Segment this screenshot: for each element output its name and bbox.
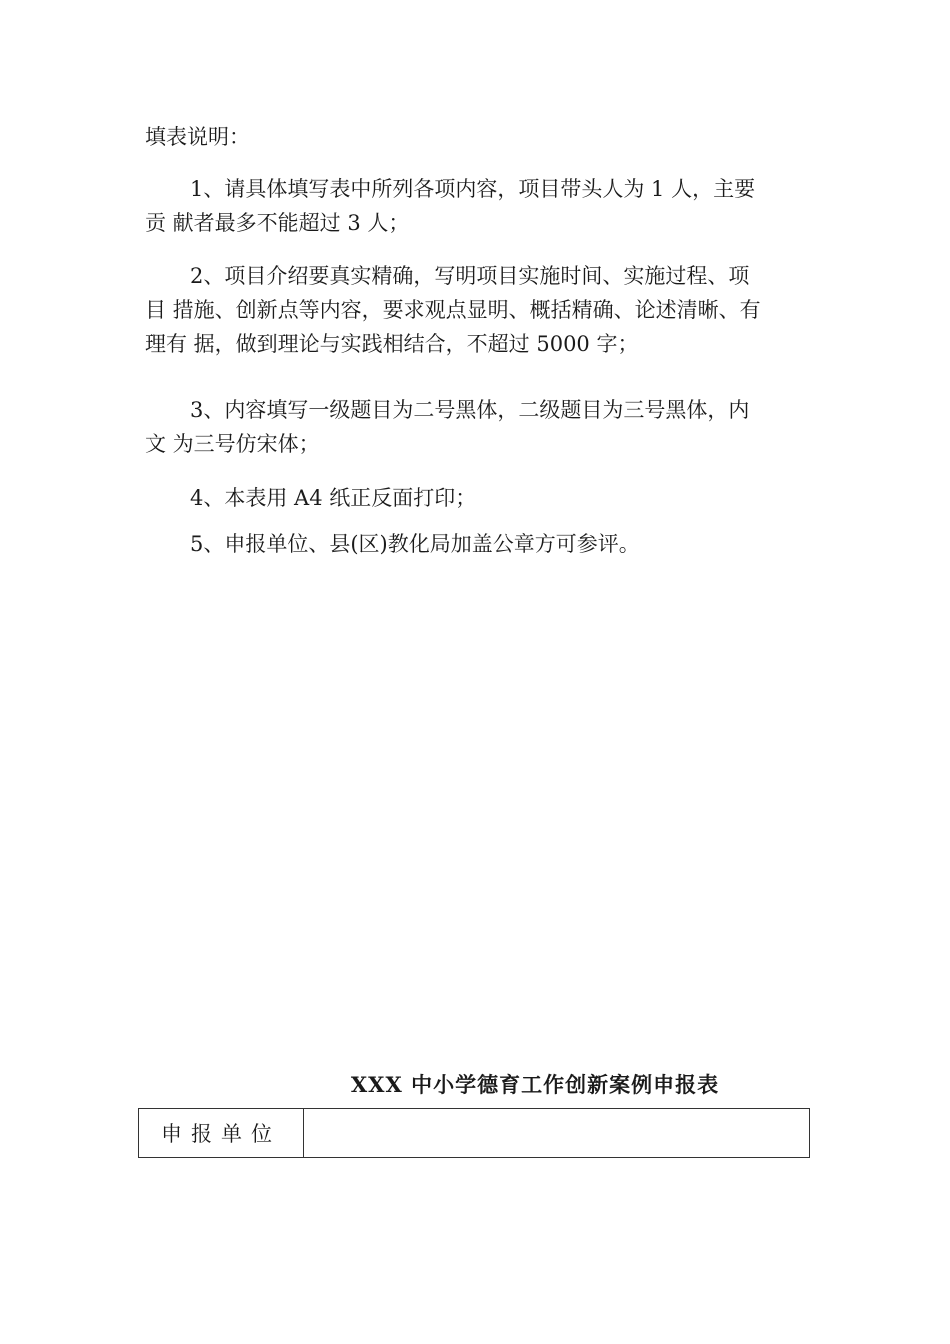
- instruction-line: 1、请具体填写表中所列各项内容，项目带头人为 1 人，主要: [190, 177, 756, 201]
- application-form-table: [138, 1108, 810, 1158]
- instruction-item-3: [145, 393, 810, 461]
- form-title: XXX 中小学德育工作创新案例申报表: [350, 1072, 720, 1097]
- instruction-item-5: [145, 527, 810, 561]
- instruction-line: 4、本表用 A4 纸正反面打印；: [190, 486, 477, 510]
- instruction-item-1: [145, 172, 810, 240]
- instruction-line: 5、申报单位、县(区)教化局加盖公章方可参评。: [190, 532, 640, 556]
- instruction-line: 理有 据，做到理论与实践相结合，不超过 5000 字；: [145, 332, 639, 356]
- instruction-item-2: [145, 259, 810, 361]
- instruction-item-4: [145, 481, 810, 515]
- instruction-line: 贡 献者最多不能超过 3 人；: [145, 211, 410, 235]
- applicant-unit-label: 申报单位: [139, 1109, 304, 1157]
- instruction-line: 3、内容填写一级题目为二号黑体，二级题目为三号黑体，内: [190, 398, 750, 422]
- applicant-unit-field[interactable]: [304, 1109, 809, 1157]
- instruction-line: 文 为三号仿宋体；: [145, 432, 320, 456]
- instruction-line: 2、项目介绍要真实精确，写明项目实施时间、实施过程、项: [190, 264, 750, 288]
- instructions-heading: 填表说明：: [145, 125, 250, 149]
- instruction-line: 目 措施、创新点等内容，要求观点显明、概括精确、论述清晰、有: [145, 298, 761, 322]
